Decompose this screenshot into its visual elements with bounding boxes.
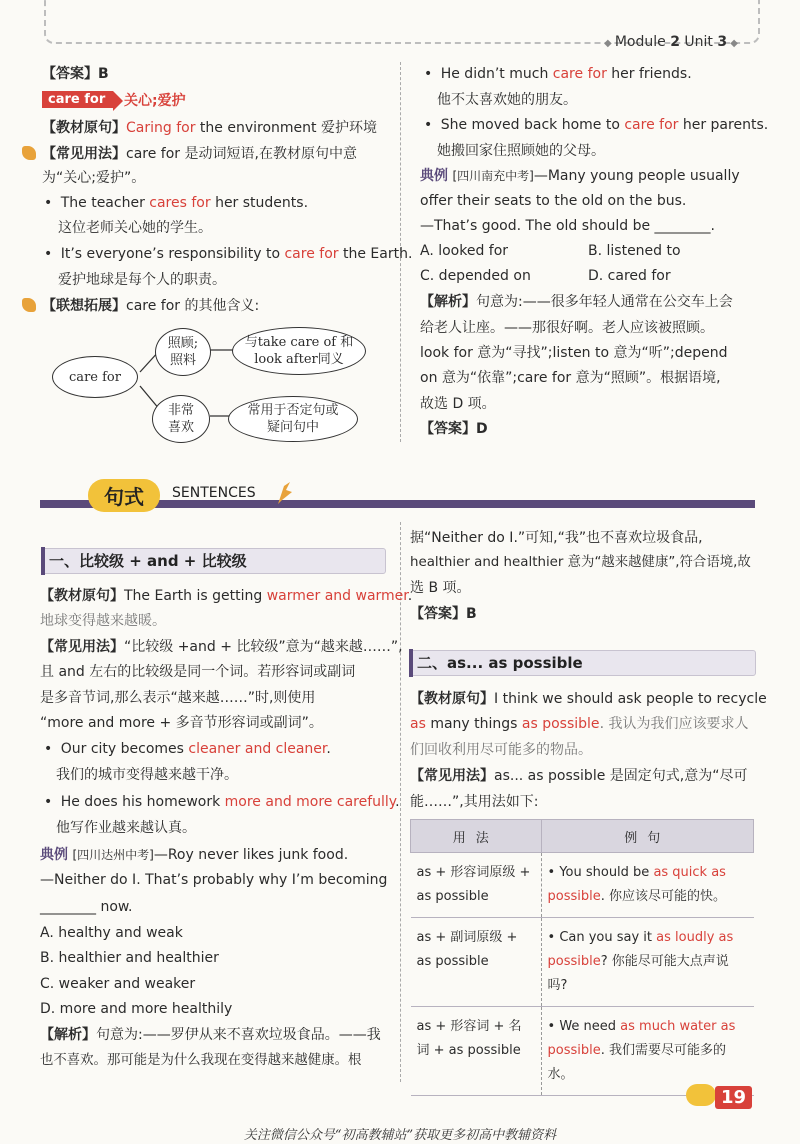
table-header-example: 例句: [541, 820, 754, 853]
section-1-heading: 一、比较级 + and + 比较级: [42, 548, 386, 574]
diagram-node-1: 照顾; 照料: [155, 328, 211, 376]
example-cell: • Can you say it as loudly as possible? 你能尽可能大点声说吗?: [541, 918, 754, 1007]
example-2: • It’s everyone’s responsibility to care for the Earth.: [44, 244, 412, 264]
page-decoration-icon: [686, 1084, 716, 1106]
analysis-1-line2: 给老人让座。——那很好啊。老人应该被照顾。: [420, 320, 714, 336]
sec1-orig-cn: 地球变得越来越暖。: [40, 613, 166, 629]
quiz-1-option-d: D. cared for: [588, 268, 671, 284]
diagram-note-2: 常用于否定句或 疑问句中: [228, 396, 358, 442]
example-2-cn: 爱护地球是每个人的职责。: [58, 272, 226, 288]
quiz-1-line1: 典例 [四川南充中考]—Many young people usually: [420, 168, 740, 184]
sec1-example-2: • He does his homework more and more carefully.: [44, 792, 400, 812]
diagram-note-1: 与take care of 和 look after同义: [232, 327, 366, 375]
answer-1: 【答案】B: [42, 66, 109, 82]
bird-icon: [22, 298, 36, 312]
sec2-orig-2: as many things as possible. 我认为我们应该要求人: [410, 716, 749, 732]
extension-label: 【联想拓展】care for 的其他含义:: [42, 298, 260, 314]
table-header-usage: 用法: [411, 820, 542, 853]
analysis-2-line1: 【解析】句意为:——罗伊从来不喜欢垃圾食品。——我: [40, 1027, 381, 1043]
quiz-2-option-b: B. healthier and healthier: [40, 950, 219, 966]
diagram-center: care for: [52, 356, 138, 398]
usage-1-line1: 【常见用法】care for 是动词短语,在教材原句中意: [42, 146, 357, 162]
sec1-example-2-cn: 他写作业越来越认真。: [56, 820, 196, 836]
diagram-node-2: 非常 喜欢: [152, 395, 210, 443]
sec1-usage-4: “more and more + 多音节形容词或副词”。: [40, 715, 323, 731]
module-unit-label: ◆ Module 2 Unit 3 ◆: [603, 34, 738, 50]
analysis-2-line2: 也不喜欢。那可能是为什么我现在变得越来越健康。根: [40, 1053, 362, 1068]
example-cell: • You should be as quick as possible. 你应该尽可能的快。: [541, 853, 754, 918]
example-1: • The teacher cares for her students.: [44, 193, 308, 213]
example-4: • She moved back home to care for her parents.: [424, 115, 768, 135]
answer-3: 【答案】B: [410, 606, 477, 622]
analysis-2-cont-2: healthier and healthier 意为“越来越健康”,符合语境,故: [410, 555, 751, 570]
quiz-1-option-a: A. looked for: [420, 243, 509, 259]
quiz-2-option-a: A. healthy and weak: [40, 925, 183, 941]
sec2-usage-1: 【常见用法】as... as possible 是固定句式,意为“尽可: [410, 768, 748, 784]
sec1-example-1-cn: 我们的城市变得越来越干净。: [56, 767, 238, 783]
sec1-orig: 【教材原句】The Earth is getting warmer and warmer.: [40, 588, 413, 604]
usage-cell: as + 副词原级 + as possible: [411, 918, 542, 1007]
answer-2: 【答案】D: [420, 421, 488, 437]
sec2-usage-2: 能……”,其用法如下:: [410, 794, 539, 810]
analysis-1-line1: 【解析】句意为:——很多年轻人通常在公交车上会: [420, 294, 733, 310]
analysis-2-cont-1: 据“Neither do I.”可知,“我”也不喜欢垃圾食品,: [410, 530, 703, 546]
table-row: [411, 853, 754, 918]
sec1-usage-3: 是多音节词,那么表示“越来越……”时,则使用: [40, 690, 316, 706]
analysis-1-line3: look for 意为“寻找”;listen to 意为“听”;depend: [420, 345, 728, 361]
quiz-1-option-c: C. depended on: [420, 268, 531, 284]
quiz-2-option-d: D. more and more healthily: [40, 1001, 233, 1017]
analysis-2-cont-3: 选 B 项。: [410, 580, 471, 596]
sec1-usage-1: 【常见用法】“比较级 +and + 比较级”意为“越来越……”,: [40, 639, 403, 655]
usage-cell: as + 形容词 + 名 词 + as possible: [411, 1007, 542, 1096]
example-1-cn: 这位老师关心她的学生。: [58, 220, 212, 236]
analysis-1-line4: on 意为“依靠”;care for 意为“照顾”。根据语境,: [420, 370, 721, 386]
page-number: 19: [715, 1086, 752, 1109]
usage-1-line2: 为“关心;爱护”。: [42, 170, 146, 186]
bird-icon: [274, 480, 294, 506]
care-for-badge: care for: [42, 91, 113, 108]
example-cell: • We need as much water as possible. 我们需要尽可能多的水。: [541, 1007, 754, 1096]
sec1-usage-2: 且 and 左右的比较级是同一个词。若形容词或副词: [40, 664, 356, 680]
quiz-1-line2: offer their seats to the old on the bus.: [420, 193, 687, 209]
sec1-example-1: • Our city becomes cleaner and cleaner.: [44, 739, 331, 759]
quiz-2-line3: ________ now.: [40, 899, 133, 915]
quiz-1-option-b: B. listened to: [588, 243, 681, 259]
footer-note: 关注微信公众号“初高教辅站”获取更多初高中教辅资料: [243, 1128, 557, 1143]
quiz-1-line3: —That’s good. The old should be ________.: [420, 218, 716, 234]
quiz-2-line2: —Neither do I. That’s probably why I’m becoming: [40, 872, 388, 888]
section-2-heading: 二、as... as possible: [410, 650, 756, 676]
sentences-title: 句式: [88, 479, 160, 512]
sentences-english: SENTENCES: [172, 485, 256, 501]
quiz-2-line1: 典例 [四川达州中考]—Roy never likes junk food.: [40, 847, 349, 863]
example-3: • He didn’t much care for her friends.: [424, 64, 692, 84]
usage-table: [410, 819, 754, 1096]
usage-cell: as + 形容词原级 + as possible: [411, 853, 542, 918]
table-row: [411, 918, 754, 1007]
sec2-orig-1: 【教材原句】I think we should ask people to recycle: [410, 691, 767, 707]
orig-sentence-1: 【教材原句】Caring for the environment 爱护环境: [42, 120, 377, 136]
table-row: [411, 1007, 754, 1096]
example-3-cn: 他不太喜欢她的朋友。: [437, 92, 577, 108]
care-for-meaning: 关心;爱护: [124, 93, 186, 109]
bird-icon: [22, 146, 36, 160]
sec2-orig-cn: 们回收利用尽可能多的物品。: [410, 742, 592, 758]
example-4-cn: 她搬回家住照顾她的父母。: [437, 143, 605, 159]
column-divider: [400, 522, 401, 1082]
quiz-2-option-c: C. weaker and weaker: [40, 976, 196, 992]
analysis-1-line5: 故选 D 项。: [420, 396, 496, 412]
